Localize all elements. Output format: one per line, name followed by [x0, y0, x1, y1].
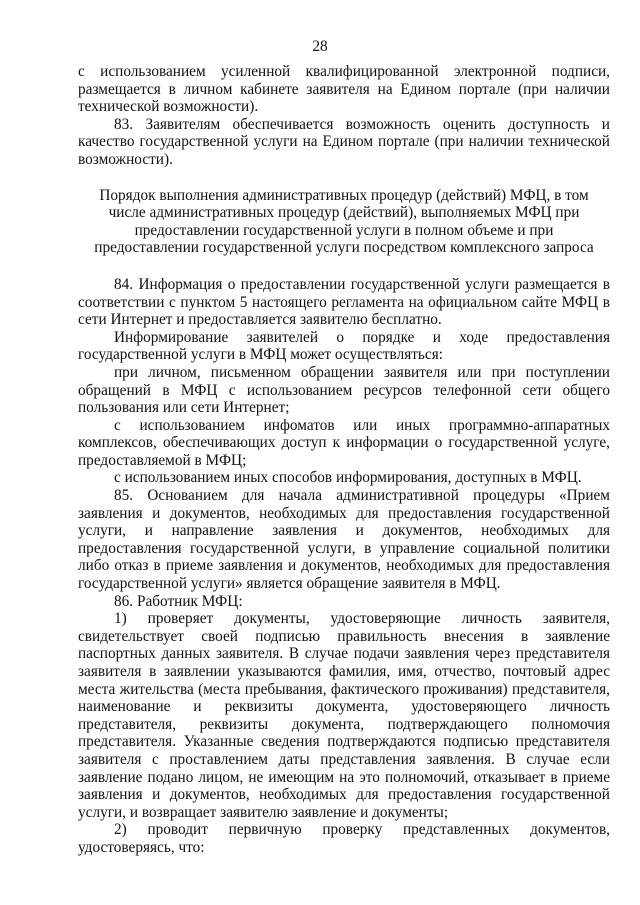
paragraph-86-item-2: 2) проводит первичную проверку представленных документов, удостоверяясь, что: [78, 821, 610, 856]
paragraph-personal-contact: при личном, письменном обращении заявителя или при поступлении обращений в МФЦ с использованием ресурсов телефонной сети общего пользования или сети Интернет; [78, 363, 610, 417]
paragraph-informing: Информирование заявителей о порядке и ходе предоставления государственной услуги в МФЦ может осуществляться: [78, 328, 610, 364]
paragraph-84: 84. Информация о предоставлении государственной услуги размещается в соответствии с пунктом 5 настоящего регламента на официальном сайте МФЦ в сети Интернет и предоставляется заявителю бесплатно. [78, 275, 610, 329]
section-heading-block [90, 187, 598, 257]
section-heading: Порядок выполнения административных процедур (действий) МФЦ, в том числе административных процедур (действий), выполняемых МФЦ при предоставлении государственной услуги в полном объеме и при предоставлении государственной услуги посредством комплексного запроса [94, 186, 594, 257]
page-number: 28 [312, 38, 328, 55]
paragraph-continuation: с использованием усиленной квалифицированной электронной подписи, размещается в личном кабинете заявителя на Едином портале (при наличии технической возможности). [78, 63, 610, 116]
document-body [78, 63, 610, 857]
paragraph-83: 83. Заявителям обеспечивается возможность оценить доступность и качество государственной услуги на Едином портале (при наличии технической возможности). [78, 115, 610, 168]
paragraph-86: 86. Работник МФЦ: [114, 592, 243, 610]
paragraph-other-methods: с использованием иных способов информирования, доступных в МФЦ. [114, 469, 582, 487]
paragraph-infomats: с использованием инфоматов или иных программно-аппаратных комплексов, обеспечивающих доступ к информации о государственной услуге, предоставляемой в МФЦ; [78, 416, 610, 469]
paragraph-86-item-1: 1) проверяет документы, удостоверяющие личность заявителя, свидетельствует своей подписью правильность внесения в заявление паспортных данных заявителя. В случае подачи заявления через представителя заявителя в заявлении указываются фамилия, имя, отчество, почтовый адрес места жительства (места пребывания, фактического проживания) представителя, наименование и реквизиты документа, удостоверяющего личность представителя, реквизиты документа, подтверждающего полномочия представителя. Указанные сведения подтверждаются подписью представителя заявителя с проставлением даты представления заявления. В случае если заявление подано лицом, не имеющим на это полномочий, отказывает в приеме заявления и документов, необходимых для предоставления государственной услуги, и возвращает заявителю заявление и документы; [78, 610, 610, 821]
paragraph-85: 85. Основанием для начала административной процедуры «Прием заявления и документов, необходимых для предоставления государственной услуги, и направление заявления и документов, необходимых для предоставления государственной услуги, в управление социальной политики либо отказ в приеме заявления и документов, необходимых для предоставления государственной услуги» является обращение заявителя в МФЦ. [78, 487, 610, 593]
